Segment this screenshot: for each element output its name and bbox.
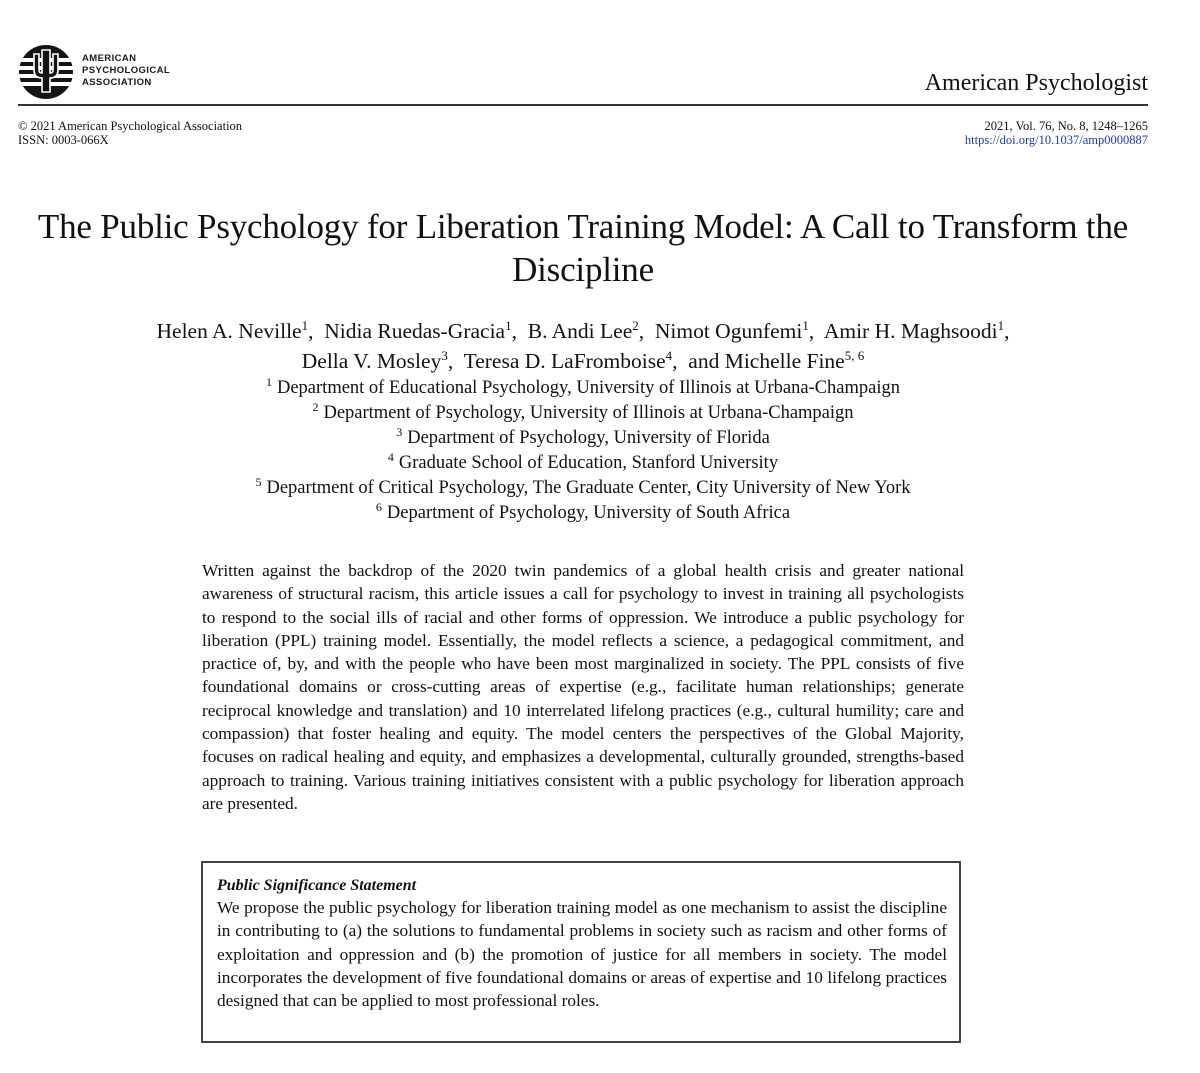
author-name: Della V. Mosley [301, 349, 442, 373]
affiliation [0, 451, 1166, 476]
author-name: and Michelle Fine [688, 349, 845, 373]
citation-volume: 2021, Vol. 76, No. 8, 1248–1265 [984, 119, 1148, 133]
doi-link[interactable]: https://doi.org/10.1037/amp0000887 [964, 133, 1148, 147]
author-name: Amir H. Maghsoodi [823, 319, 998, 343]
abstract [202, 559, 964, 815]
publisher-name-line: PSYCHOLOGICAL [82, 65, 171, 76]
affiliation-text: Department of Psychology, University of Florida [407, 428, 770, 448]
author-affiliation-marker: 1 [505, 318, 512, 333]
author-separator: , [308, 319, 314, 343]
author [528, 319, 644, 343]
affiliation-text: Department of Psychology, University of Illinois at Urbana-Champaign [323, 403, 854, 423]
author-affiliation-marker: 5, 6 [844, 348, 865, 363]
publisher-name-line: AMERICAN [82, 53, 137, 64]
author [324, 319, 517, 343]
abstract-text: Written against the backdrop of the 2020 twin pandemics of a global health crisis and greater national awareness of structural racism, this article issues a call for psychology to invest in training all psychologists to respond to the social ills of racial and other forms of oppression. We introduce a public psychology for liberation (PPL) training model. Essentially, the model reflects a science, a pedagogical commitment, and practice of, by, and with the people who have been most marginalized in society. The PPL consists of five foundational domains or cross-cutting areas of expertise (e.g., facilitate human relationships; generate reciprocal knowledge and translation) and 10 interrelated lifelong practices (e.g., cultural humility; care and compassion) that foster healing and equity. The model centers the perspectives of the Global Majority, focuses on radical healing and equity, and emphasizes a developmental, culturally grounded, strengths-based approach to training. Various training initiatives consistent with a public psychology for liberation approach are presented. [202, 561, 964, 813]
affiliation-number: 2 [312, 400, 319, 414]
significance-text: We propose the public psychology for liberation training model as one mechanism to assist the discipline in contributing to (a) the solutions to fundamental problems in society such as racism and other forms of exploitation and oppression and (b) the promotion of justice for all members in society. The model incorporates the development of five foundational domains or areas of expertise and 10 lifelong practices designed that can be applied to most professional roles. [217, 898, 947, 1011]
affiliation [0, 401, 1166, 426]
affiliation-number: 6 [375, 500, 382, 514]
affiliation-text: Graduate School of Education, Stanford University [398, 453, 779, 473]
author-affiliation-marker: 3 [441, 348, 448, 363]
author-separator: , [1004, 319, 1010, 343]
apa-psi-logo-icon [18, 44, 74, 100]
author [464, 349, 678, 373]
author-separator: , [638, 319, 645, 343]
affiliation-number: 3 [396, 425, 403, 439]
author-affiliation-marker: 4 [665, 348, 673, 363]
public-significance-statement [201, 861, 961, 1043]
affiliation-list [0, 376, 1166, 526]
author-name: B. Andi Lee [527, 319, 633, 343]
publisher-name [82, 53, 170, 89]
author-separator: , [447, 349, 454, 373]
author-separator: , [511, 319, 517, 343]
affiliation [0, 476, 1166, 501]
author-affiliation-marker: 1 [997, 318, 1005, 333]
author [655, 319, 814, 343]
journal-header [18, 40, 1148, 102]
affiliation-number: 1 [265, 375, 272, 389]
copyright-block [18, 119, 242, 147]
author-affiliation-marker: 2 [632, 318, 639, 333]
author [688, 349, 864, 373]
author [302, 349, 453, 373]
issn: ISSN: 0003-066X [18, 133, 109, 147]
author-affiliation-marker: 1 [301, 318, 309, 333]
header-divider [18, 104, 1148, 106]
author-line [0, 346, 1166, 376]
affiliation-number: 4 [387, 450, 394, 464]
author-name: Nidia Ruedas-Gracia [324, 319, 506, 343]
affiliation-number: 5 [255, 475, 262, 489]
citation-block [965, 119, 1148, 147]
affiliation-text: Department of Critical Psychology, The Graduate Center, City University of New York [266, 478, 911, 498]
affiliation-text: Department of Educational Psychology, University of Illinois at Urbana-Champaign [276, 378, 901, 398]
author-name: Helen A. Neville [156, 319, 302, 343]
affiliation [0, 501, 1166, 526]
author [157, 319, 314, 343]
author-separator: , [672, 349, 678, 373]
author-name: Teresa D. LaFromboise [463, 349, 666, 373]
affiliation [0, 376, 1166, 401]
copyright-notice: © 2021 American Psychological Association [18, 119, 243, 133]
author-line [0, 316, 1166, 346]
author-affiliation-marker: 1 [802, 318, 809, 333]
author-separator: , [808, 319, 815, 343]
article-title: The Public Psychology for Liberation Training Model: A Call to Transform the Discipline [37, 207, 1129, 289]
author-name: Nimot Ogunfemi [654, 319, 803, 343]
journal-name: American Psychologist [924, 70, 1148, 96]
publisher-logo [18, 44, 171, 100]
author [824, 319, 1010, 343]
affiliation-text: Department of Psychology, University of South Africa [386, 503, 791, 523]
author-list [0, 316, 1166, 376]
publisher-name-line: ASSOCIATION [82, 77, 152, 88]
significance-heading: Public Significance Statement [217, 877, 417, 894]
affiliation [0, 426, 1166, 451]
